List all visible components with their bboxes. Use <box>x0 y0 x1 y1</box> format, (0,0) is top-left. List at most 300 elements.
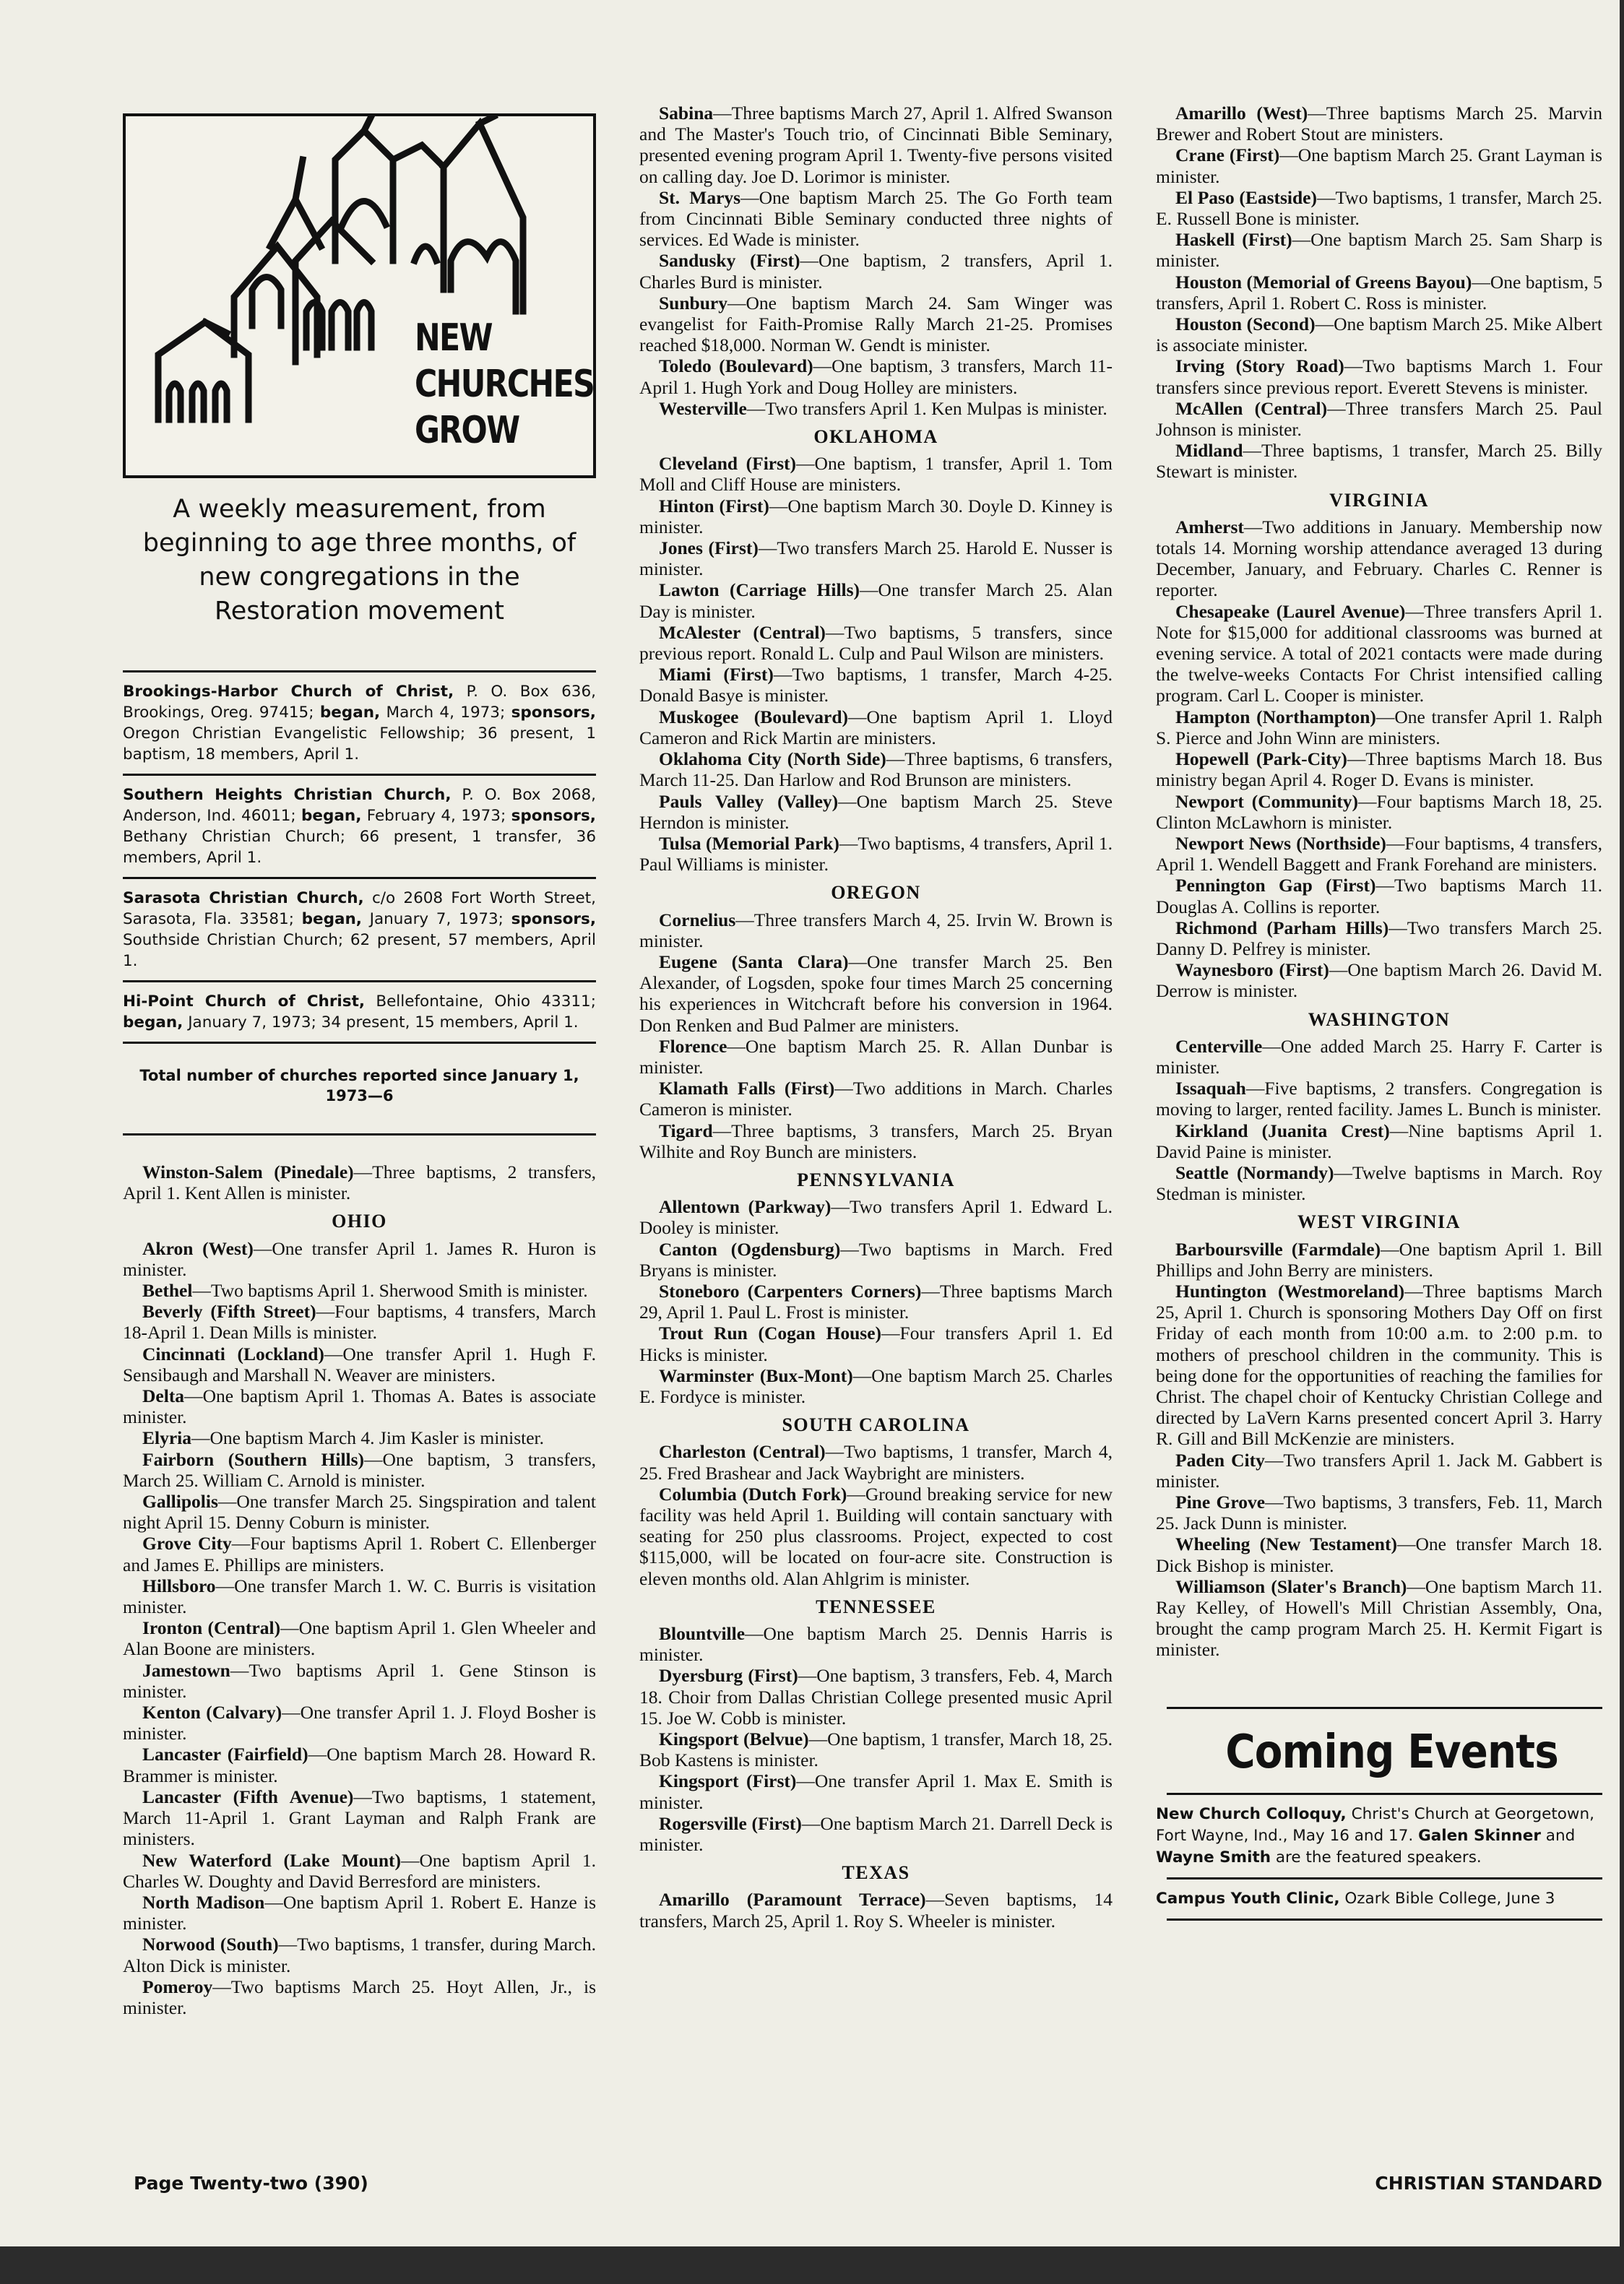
church-report-name: Newport News (Northside) <box>1175 832 1386 854</box>
church-report <box>639 398 1113 419</box>
church-report-text: —One baptism March 4. Jim Kasler is minister. <box>191 1427 544 1449</box>
church-report-name: Pennington Gap (First) <box>1175 875 1376 896</box>
church-report-text: —One baptism March 25. Steve Herndon is minister. <box>639 790 1113 833</box>
church-report-name: Rogersville (First) <box>659 1812 802 1834</box>
church-report <box>639 1120 1113 1162</box>
column-right <box>1156 103 1602 1921</box>
church-report-text: —Three baptisms, 6 transfers, March 11-25. Dan Harlow and Rod Brunson are ministers. <box>639 748 1113 791</box>
church-report-name: Eugene (Santa Clara) <box>659 951 849 972</box>
church-report-text: —One baptism April 1. Charles W. Doughty and David Berresford are ministers. <box>123 1849 596 1892</box>
church-report-name: New Waterford (Lake Mount) <box>142 1849 402 1871</box>
church-report-text: —One transfer March 25. Alan Day is minister. <box>639 579 1113 622</box>
church-report-name: Huntington (Westmoreland) <box>1175 1280 1405 1302</box>
church-report-name: Delta <box>142 1385 185 1407</box>
church-report <box>123 1238 596 1280</box>
church-report-text: —Two baptisms March 1. Four transfers since previous report. Everett Stevens is minister. <box>1156 355 1602 398</box>
church-report-text: —One baptism, 2 transfers, April 1. Charles Burd is minister. <box>639 250 1113 293</box>
church-report-name: Tulsa (Memorial Park) <box>659 832 839 854</box>
church-report-text: —One baptism, 5 transfers, April 1. Robert C. Ross is minister. <box>1156 271 1602 313</box>
church-report-text: —Two transfers March 25. Harold E. Nusser is minister. <box>639 537 1113 580</box>
church-report <box>123 1385 596 1427</box>
church-report-name: Issaquah <box>1175 1078 1246 1099</box>
church-report-text: —One transfer March 25. Singspiration and talent night April 15. Denny Coburn is minister. <box>123 1491 596 1534</box>
church-report-text: —One added March 25. Harry F. Carter is minister. <box>1156 1035 1602 1078</box>
church-report-text: —Three transfers March 4, 25. Irvin W. Brown is minister. <box>639 909 1113 951</box>
logo-heading-line: NEW <box>415 316 492 360</box>
church-report <box>639 579 1113 621</box>
church-report-name: Allentown (Parkway) <box>659 1196 832 1218</box>
divider <box>1167 1919 1602 1921</box>
state-heading: TEXAS <box>842 1862 910 1884</box>
church-report-text: —Two baptisms April 1. Gene Stinson is minister. <box>123 1659 596 1702</box>
church-report <box>123 1934 596 1976</box>
church-report-name: Pine Grove <box>1175 1492 1266 1513</box>
sponsors-stats: Oregon Christian Evangelistic Fellowship; 36 present, 1 baptism, 18 members, April 1. <box>123 724 596 764</box>
church-report-name: El Paso (Eastside) <box>1175 186 1317 208</box>
church-report <box>123 1786 596 1850</box>
church-report-text: —Two transfers April 1. Ken Mulpas is minister. <box>746 397 1107 419</box>
church-report <box>639 664 1113 706</box>
church-report <box>1156 398 1602 440</box>
church-report-text: —Three transfers March 25. Paul Johnson is minister. <box>1156 397 1602 441</box>
church-report-name: Gallipolis <box>142 1491 218 1513</box>
church-report <box>123 1575 596 1617</box>
state-heading: OHIO <box>332 1211 387 1232</box>
church-report <box>639 833 1113 875</box>
church-report <box>123 1533 596 1575</box>
church-report <box>639 1623 1113 1665</box>
church-report <box>1156 313 1602 355</box>
church-report-name: Amarillo (Paramount Terrace) <box>659 1889 926 1911</box>
church-report-text: —One transfer April 1. Ralph S. Pierce and John Winn are ministers. <box>1156 706 1602 748</box>
church-report <box>1156 875 1602 917</box>
church-report-text: —Two transfers March 25. Danny D. Pelfrey is minister. <box>1156 917 1602 959</box>
church-report-text: —Three baptisms March 29, April 1. Paul L. Frost is minister. <box>639 1280 1113 1323</box>
church-report-name: Amherst <box>1175 516 1244 537</box>
church-report <box>639 293 1113 356</box>
church-report-name: Amarillo (West) <box>1175 103 1308 124</box>
new-church-listing <box>123 879 596 980</box>
began-label: began, <box>301 910 362 928</box>
church-report-name: Charleston (Central) <box>659 1441 826 1463</box>
began-date: January 7, 1973; 34 present, 15 members, April 1. <box>183 1013 579 1031</box>
church-address: Bellefontaine, Ohio 43311; <box>365 992 596 1011</box>
church-report-text: —Three baptisms, 3 transfers, March 25. Bryan Wilhite and Roy Bunch are ministers. <box>639 1120 1113 1162</box>
church-report-text: —Two baptisms, 1 transfer, March 25. E. Russell Bone is minister. <box>1156 186 1602 230</box>
church-report-text: —One baptism, 1 transfer, March 18, 25. Bob Kastens is minister. <box>639 1729 1113 1771</box>
church-report-text: —One baptism, 3 transfers, Feb. 4, March 18. Choir from Dallas Christian College presented music April 15. Joe W. Cobb is minister. <box>639 1665 1113 1729</box>
church-report-text: —Three baptisms March 25. Marvin Brewer and Robert Stout are ministers. <box>1156 103 1602 145</box>
church-report-text: —One baptism March 21. Darrell Deck is minister. <box>639 1812 1113 1856</box>
sponsors-label: sponsors, <box>511 704 596 722</box>
church-report-text: —Two transfers April 1. Jack M. Gabbert is minister. <box>1156 1449 1603 1492</box>
church-report <box>123 1449 596 1491</box>
state-heading: WASHINGTON <box>1308 1008 1451 1030</box>
church-report-text: —One baptism March 25. Dennis Harris is minister. <box>639 1623 1113 1666</box>
church-report-text: —Four baptisms, 4 transfers, April 1. Wendell Baggett and Frank Forehand are ministers. <box>1156 832 1602 875</box>
church-report <box>639 355 1113 397</box>
church-report-text: —One baptism March 30. Doyle D. Kinney is minister. <box>639 495 1113 537</box>
page-binding-shadow <box>0 2246 1624 2284</box>
sponsors-label: sponsors, <box>511 910 596 928</box>
church-report-name: Crane (First) <box>1175 144 1280 166</box>
logo-heading <box>415 315 594 454</box>
church-report-name: Waynesboro (First) <box>1175 959 1329 981</box>
church-report <box>123 1301 596 1343</box>
sponsors-label: sponsors, <box>511 807 596 825</box>
church-report-text: —One baptism April 1. Lloyd Cameron and Rick Martin are ministers. <box>639 706 1113 748</box>
church-report-text: —Two baptisms March 25. Hoyt Allen, Jr., is minister. <box>123 1976 596 2018</box>
logo-heading-line: GROW <box>415 409 519 452</box>
church-report <box>639 748 1113 790</box>
church-report-text: —One baptism April 1. Glen Wheeler and Alan Boone are ministers. <box>123 1617 596 1660</box>
state-heading: OREGON <box>831 882 921 904</box>
church-report <box>1156 1492 1602 1534</box>
church-report-name: Bethel <box>142 1280 193 1302</box>
church-report <box>1156 1162 1602 1204</box>
church-report-name: Hampton (Northampton) <box>1175 706 1376 727</box>
state-heading: SOUTH CAROLINA <box>782 1414 970 1436</box>
church-report <box>123 1744 596 1786</box>
church-report-name: Lancaster (Fifth Avenue) <box>142 1786 354 1807</box>
church-report-text: —One baptism April 1. Bill Phillips and John Berry are ministers. <box>1156 1238 1602 1281</box>
church-report-name: Lawton (Carriage Hills) <box>659 579 860 601</box>
church-report-text: —Two baptisms, 1 transfer, March 4-25. Donald Basye is minister. <box>639 664 1113 706</box>
church-report-text: —One baptism March 25. Grant Layman is minister. <box>1156 144 1602 187</box>
began-label: began, <box>319 704 381 722</box>
church-report-text: —Two baptisms March 11. Douglas A. Collins is reporter. <box>1156 875 1602 917</box>
church-report-name: Kirkland (Juanita Crest) <box>1175 1120 1390 1141</box>
church-report <box>639 1729 1113 1770</box>
church-report-name: Miami (First) <box>659 664 774 685</box>
church-report <box>639 187 1113 251</box>
church-address: P. O. Box 636, Brookings, Oreg. 97415; <box>123 683 596 722</box>
church-report <box>1156 1036 1602 1078</box>
church-report <box>639 496 1113 537</box>
church-report-text: —Two transfers April 1. Edward L. Dooley is minister. <box>639 1196 1113 1239</box>
report-list <box>123 1162 596 2018</box>
church-report <box>639 1323 1113 1364</box>
logo-heading-line: CHURCHES <box>415 363 595 406</box>
church-report <box>1156 706 1602 748</box>
church-report-name: Norwood (South) <box>142 1934 279 1955</box>
church-report-name: Grove City <box>142 1533 232 1554</box>
church-report-text: —One baptism April 1. Thomas A. Bates is associate minister. <box>123 1385 596 1428</box>
church-report-text: —Three baptisms March 25, April 1. Church is sponsoring Mothers Day Off on first Friday of each month from 10:00 a.m. to 2:00 p.m. to mothers of preschool children in the community. This is being done for the opportunities of reaching the families for Christ. The chapel choir of Kentucky Christian College and directed by LaVern Karns presented concert April 3. Harry R. Gill and Bill McKenzie are ministers. <box>1156 1280 1602 1450</box>
column-middle <box>639 103 1113 1932</box>
began-label: began, <box>123 1013 183 1031</box>
church-report-name: Jones (First) <box>659 537 759 559</box>
church-report-name: Paden City <box>1175 1449 1265 1471</box>
church-report <box>1156 1534 1602 1575</box>
column-left <box>123 103 596 2018</box>
church-report-name: Akron (West) <box>142 1237 254 1259</box>
church-report-text: —One transfer March 1. W. C. Burris is visitation minister. <box>123 1575 596 1618</box>
church-report <box>639 909 1113 951</box>
church-report-name: Blountville <box>659 1623 746 1645</box>
church-report-name: Oklahoma City (North Side) <box>659 748 886 770</box>
church-report <box>123 1162 596 1203</box>
church-report-text: —Seven baptisms, 14 transfers, March 25, April 1. Roy S. Wheeler is minister. <box>639 1889 1113 1932</box>
church-report <box>123 1427 596 1448</box>
church-report-name: Centerville <box>1175 1035 1263 1057</box>
church-report-name: Seattle (Normandy) <box>1175 1162 1334 1183</box>
church-report-text: —One baptism March 25. Sam Sharp is minister. <box>1156 229 1602 272</box>
church-report-text: —One transfer March 25. Ben Alexander, of Logsden, spoke four times March 25 concerning his experiences in Witchcraft before his conversion in 1964. Don Renken and Bud Palmer are ministers. <box>639 951 1113 1036</box>
church-report-text: —One transfer April 1. J. Floyd Bosher is minister. <box>123 1702 596 1744</box>
church-report-text: —Four baptisms, 4 transfers, March 18-April 1. Dean Mills is minister. <box>123 1301 596 1344</box>
church-report <box>639 1239 1113 1281</box>
church-report <box>639 1484 1113 1589</box>
church-report <box>123 1617 596 1659</box>
church-report <box>639 1889 1113 1931</box>
church-report-text: —Three baptisms, 2 transfers, April 1. Kent Allen is minister. <box>123 1162 596 1204</box>
church-report-name: Stoneboro (Carpenters Corners) <box>659 1280 922 1302</box>
church-report <box>123 1280 596 1301</box>
church-report <box>639 1441 1113 1483</box>
church-report-text: —Three baptisms, 1 transfer, March 25. Billy Stewart is minister. <box>1156 440 1602 483</box>
church-address: c/o 2608 Fort Worth Street, Sarasota, Fla. 33581; <box>123 889 596 928</box>
new-churches-grow-logo <box>123 113 596 478</box>
church-report-name: Pauls Valley (Valley) <box>659 790 839 812</box>
event-listing <box>1156 1879 1602 1919</box>
church-report-text: —One transfer April 1. James R. Huron is minister. <box>123 1237 596 1280</box>
church-report-text: —One baptism March 28. Howard R. Brammer is minister. <box>123 1744 596 1786</box>
church-report <box>639 1036 1113 1078</box>
state-heading: PENNSYLVANIA <box>797 1169 955 1190</box>
church-report-text: —Three baptisms March 27, April 1. Alfred Swanson and The Master's Touch trio, of Cincinnati Bible Seminary, presented evening program April 1. Twenty-five persons visited on calling day. Joe D. Lorimor is minister. <box>639 103 1113 187</box>
church-report <box>1156 1576 1602 1661</box>
church-report <box>123 1892 596 1934</box>
church-report <box>123 1660 596 1702</box>
church-report-name: Houston (Memorial of Greens Bayou) <box>1175 271 1472 293</box>
event-details: Christ's Church at Georgetown, Fort Wayne, Ind., May 16 and 17. <box>1156 1804 1594 1845</box>
church-report <box>1156 917 1602 959</box>
church-report-text: —One transfer April 1. Max E. Smith is minister. <box>639 1770 1113 1813</box>
church-report-name: St. Marys <box>659 186 741 208</box>
church-report-text: —One baptism March 25. R. Allan Dunbar is minister. <box>639 1035 1113 1078</box>
church-report <box>1156 516 1602 601</box>
church-report <box>1156 440 1602 482</box>
church-report-name: Kenton (Calvary) <box>142 1702 282 1723</box>
church-report-name: Wheeling (New Testament) <box>1175 1534 1397 1555</box>
report-list <box>1156 103 1602 1661</box>
church-report-text: —Two baptisms, 1 transfer, March 4, 25. Fred Brashear and Jack Waybright are ministers. <box>639 1441 1113 1484</box>
church-name: Hi-Point Church of Christ, <box>123 992 366 1011</box>
event-name: Campus Youth Clinic, <box>1156 1889 1340 1908</box>
church-report <box>1156 959 1602 1001</box>
church-report-text: —Two additions in March. Charles Cameron is minister. <box>639 1078 1113 1120</box>
church-report <box>123 1976 596 2018</box>
church-report-name: Cornelius <box>659 909 736 930</box>
church-report-name: Fairborn (Southern Hills) <box>142 1448 365 1470</box>
church-report <box>639 1365 1113 1407</box>
church-report-text: —Two baptisms, 1 transfer, during March. Alton Dick is minister. <box>123 1934 597 1976</box>
church-report-name: Houston (Second) <box>1175 313 1316 335</box>
church-report-text: —Twelve baptisms in March. Roy Stedman is minister. <box>1156 1162 1602 1205</box>
church-report-text: —Four baptisms March 18, 25. Clinton McLawhorn is minister. <box>1156 790 1602 833</box>
began-date: March 4, 1973; <box>380 704 511 722</box>
new-church-listing <box>123 982 596 1042</box>
church-report-name: McAlester (Central) <box>659 621 826 643</box>
began-label: began, <box>301 807 362 825</box>
church-report-name: Canton (Ogdensburg) <box>659 1238 841 1260</box>
church-report <box>639 1078 1113 1120</box>
state-heading: OKLAHOMA <box>813 426 938 448</box>
state-heading: VIRGINIA <box>1329 489 1429 511</box>
church-report-text: —Five baptisms, 2 transfers. Congregation is moving to larger, rented facility. James L. Bunch is minister. <box>1156 1078 1602 1120</box>
speaker-name: Galen Skinner <box>1418 1826 1541 1845</box>
church-report <box>639 1281 1113 1323</box>
church-report-name: Kingsport (Belvue) <box>659 1729 809 1750</box>
church-report <box>639 537 1113 579</box>
church-report-text: —Four baptisms April 1. Robert C. Ellenberger and James E. Phillips are ministers. <box>123 1533 596 1575</box>
church-report <box>1156 1239 1602 1281</box>
event-details: Ozark Bible College, June 3 <box>1339 1889 1555 1908</box>
church-report-text: —Two baptisms, 4 transfers, April 1. Paul Williams is minister. <box>639 832 1113 875</box>
church-report-name: Kingsport (First) <box>659 1770 797 1792</box>
page-edge <box>1620 0 1624 2284</box>
church-report-text: —Two baptisms, 1 statement, March 11-April 1. Grant Layman and Ralph Frank are ministers. <box>123 1786 596 1850</box>
church-report <box>1156 1281 1602 1450</box>
church-report-name: Lancaster (Fairfield) <box>142 1744 308 1765</box>
church-report <box>123 1702 596 1744</box>
church-report-name: Cincinnati (Lockland) <box>142 1343 324 1364</box>
church-report <box>1156 791 1602 833</box>
church-report-name: Cleveland (First) <box>659 453 797 475</box>
church-report-name: Klamath Falls (First) <box>659 1078 835 1099</box>
event-listing <box>1156 1795 1602 1877</box>
church-report-text: —One baptism March 26. David M. Derrow is minister. <box>1156 959 1602 1002</box>
church-report-text: —One baptism March 11. Ray Kelley, of Howell's Mill Christian Assembly, Ona, brought the camp program March 25. H. Kermit Figart is minister. <box>1156 1575 1602 1661</box>
church-report <box>123 1344 596 1385</box>
church-report <box>123 1491 596 1533</box>
church-report <box>639 1665 1113 1729</box>
event-conjunction: and <box>1540 1826 1576 1845</box>
church-report-name: Columbia (Dutch Fork) <box>659 1483 847 1505</box>
church-report-name: Tigard <box>659 1120 713 1141</box>
church-report-text: —Two baptisms, 3 transfers, Feb. 11, March 25. Jack Dunn is minister. <box>1156 1492 1603 1534</box>
church-address: P. O. Box 2068, Anderson, Ind. 46011; <box>123 786 596 825</box>
church-report <box>1156 748 1602 790</box>
church-report-name: McAllen (Central) <box>1175 397 1328 419</box>
sponsors-stats: Bethany Christian Church; 66 present, 1 transfer, 36 members, April 1. <box>123 828 596 867</box>
church-report <box>1156 601 1602 706</box>
church-report-name: Winston-Salem (Pinedale) <box>142 1162 354 1182</box>
church-report <box>1156 833 1602 875</box>
church-report <box>639 1770 1113 1812</box>
church-report-name: Ironton (Central) <box>142 1617 281 1639</box>
event-name: New Church Colloquy, <box>1156 1804 1347 1823</box>
church-report-text: —Three baptisms March 18. Bus ministry began April 4. Roger D. Evans is minister. <box>1156 748 1603 791</box>
new-church-listing <box>123 776 596 877</box>
church-report-name: North Madison <box>142 1891 265 1913</box>
church-report-name: Dyersburg (First) <box>659 1665 798 1687</box>
church-report <box>639 453 1113 495</box>
feature-tagline: A weekly measurement, from beginning to age three months, of new congregations in the Restoration movement <box>142 495 576 626</box>
church-report-text: —Nine baptisms April 1. David Paine is minister. <box>1156 1120 1602 1162</box>
church-report-text: —Two baptisms April 1. Sherwood Smith is minister. <box>192 1280 588 1302</box>
church-report-name: Hinton (First) <box>659 495 769 516</box>
publication-name: CHRISTIAN STANDARD <box>1375 2173 1602 2194</box>
church-report-text: —One baptism, 3 transfers, March 25. William C. Arnold is minister. <box>123 1448 596 1491</box>
church-report-name: Williamson (Slater's Branch) <box>1175 1575 1407 1597</box>
church-report-text: —Two baptisms, 5 transfers, since previous report. Ronald L. Culp and Paul Wilson are ministers. <box>639 621 1113 665</box>
total-churches-reported: Total number of churches reported since January 1, 1973—6 <box>139 1067 579 1104</box>
church-name: Southern Heights Christian Church, <box>123 786 452 804</box>
church-report <box>123 1850 596 1892</box>
church-report-name: Sunbury <box>659 292 727 313</box>
state-heading: WEST VIRGINIA <box>1297 1211 1461 1233</box>
church-report <box>639 706 1113 748</box>
church-report-name: Chesapeake (Laurel Avenue) <box>1175 600 1406 622</box>
church-report-name: Hopewell (Park-City) <box>1175 748 1347 770</box>
church-report <box>1156 144 1602 186</box>
church-report <box>639 1196 1113 1238</box>
church-report-text: —Two additions in January. Membership now totals 14. Morning worship attendance averaged 13 during December, January, and February. Charles C. Renner is reporter. <box>1156 516 1602 601</box>
church-report <box>639 1813 1113 1855</box>
report-list <box>639 103 1113 1932</box>
church-report-name: Newport (Community) <box>1175 790 1359 812</box>
church-report-text: —One baptism, 1 transfer, April 1. Tom Moll and Cliff House are ministers. <box>639 453 1113 496</box>
church-report <box>1156 272 1602 313</box>
church-report-text: —Three transfers April 1. Note for $15,000 for additional classrooms was burned at evening service. A total of 2021 contacts were made during the twelve-weeks Contacts For Christ intensified calling program. Carl L. Cooper is minister. <box>1156 600 1603 706</box>
church-report-text: —One baptism April 1. Robert E. Hanze is minister. <box>123 1891 596 1934</box>
church-report <box>639 622 1113 664</box>
church-report-name: Trout Run (Cogan House) <box>659 1323 882 1344</box>
church-name: Brookings-Harbor Church of Christ, <box>123 683 454 701</box>
church-report-name: Elyria <box>142 1427 191 1449</box>
church-report-text: —One transfer April 1. Hugh F. Sensibaugh and Marshall N. Weaver are ministers. <box>123 1343 597 1385</box>
began-date: February 4, 1973; <box>361 807 511 825</box>
church-report-name: Jamestown <box>142 1659 230 1681</box>
church-report-text: —Ground breaking service for new facility was held April 1. Building will contain sanctuary with seating for 250 plus classrooms. Project, expected to cost $115,000, will be located on four-acre site. Construction is eleven months old. Alan Ahlgrim is minister. <box>639 1483 1113 1589</box>
church-report <box>1156 355 1602 397</box>
church-report-name: Westerville <box>659 397 747 419</box>
church-name: Sarasota Christian Church, <box>123 889 364 907</box>
church-report <box>1156 1450 1602 1492</box>
church-report-name: Barboursville (Farmdale) <box>1175 1238 1381 1260</box>
church-report-name: Hillsboro <box>142 1575 216 1596</box>
church-report <box>639 103 1113 187</box>
church-report-name: Beverly (Fifth Street) <box>142 1301 316 1323</box>
church-report-text: —One baptism March 24. Sam Winger was evangelist for Faith-Promise Rally March 21-25. Promises reached $18,000. Norman W. Gendt is minister. <box>639 292 1113 356</box>
event-details-end: are the featured speakers. <box>1271 1848 1482 1866</box>
church-report <box>1156 1120 1602 1162</box>
new-church-listing <box>123 672 596 774</box>
sponsors-stats: Southside Christian Church; 62 present, 57 members, April 1. <box>123 931 596 970</box>
church-report <box>1156 187 1602 229</box>
church-report-name: Irving (Story Road) <box>1175 355 1344 377</box>
church-report-text: —One baptism March 25. Charles E. Fordyce is minister. <box>639 1364 1113 1407</box>
church-report-name: Muskogee (Boulevard) <box>659 706 849 727</box>
church-report-name: Florence <box>659 1035 727 1057</box>
church-report <box>639 791 1113 833</box>
church-report-name: Sabina <box>659 103 714 124</box>
church-report-text: —Four transfers April 1. Ed Hicks is minister. <box>639 1323 1113 1365</box>
state-heading: TENNESSEE <box>816 1596 936 1617</box>
church-report-name: Toledo (Boulevard) <box>659 355 813 377</box>
church-report-name: Haskell (First) <box>1175 229 1292 251</box>
church-report-name: Richmond (Parham Hills) <box>1175 917 1389 938</box>
church-report <box>639 951 1113 1036</box>
church-report-text: —One transfer March 18. Dick Bishop is minister. <box>1156 1534 1603 1576</box>
church-report-text: —Two baptisms in March. Fred Bryans is minister. <box>639 1238 1113 1281</box>
speaker-name: Wayne Smith <box>1156 1848 1271 1866</box>
church-report-text: —One baptism, 3 transfers, March 11-April 1. Hugh York and Doug Holley are ministers. <box>639 355 1113 398</box>
church-report <box>1156 1078 1602 1120</box>
church-report <box>639 250 1113 292</box>
